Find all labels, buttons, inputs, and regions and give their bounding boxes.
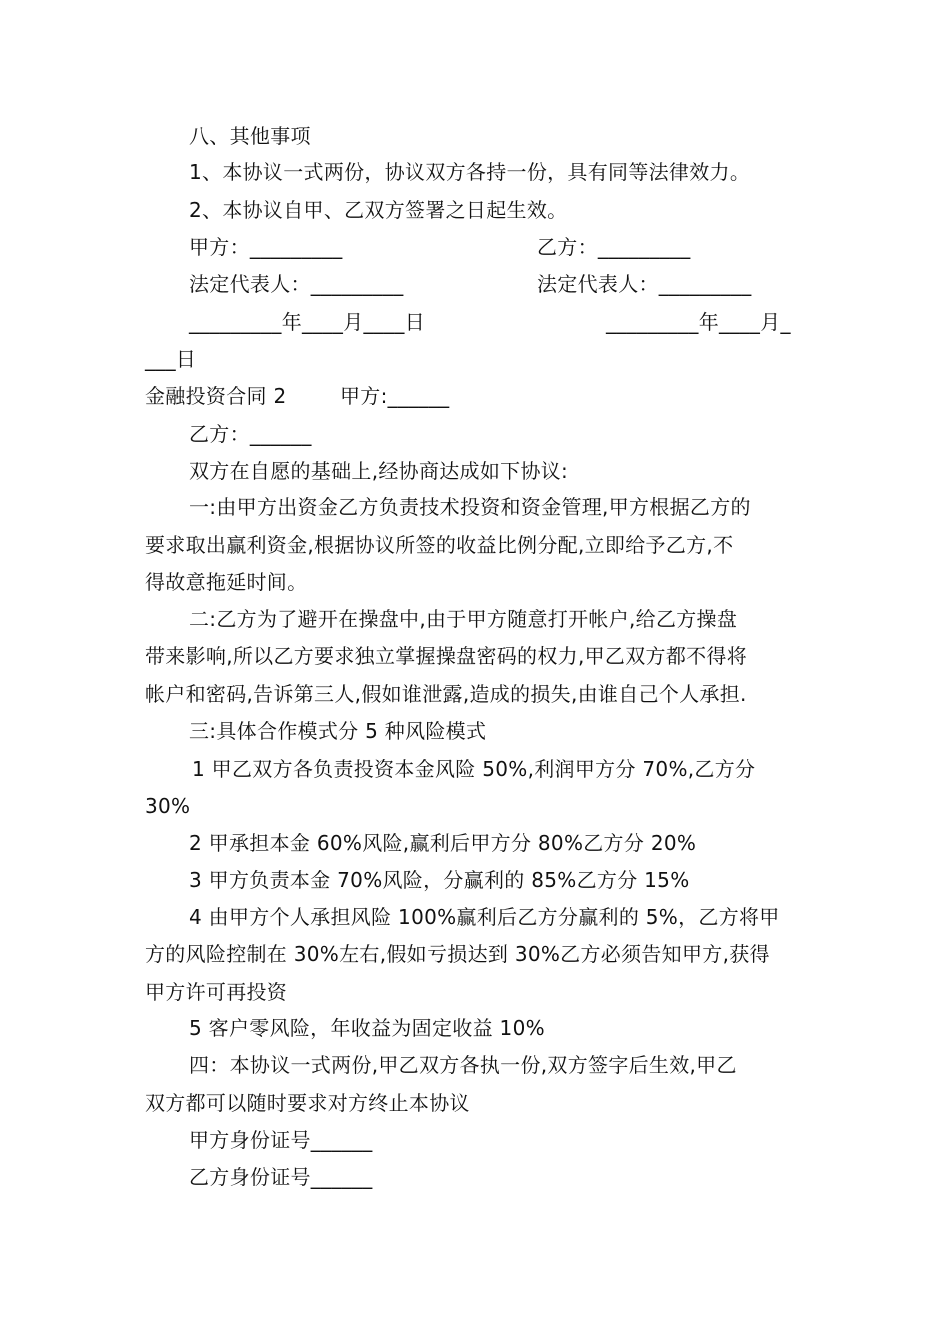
signature-date-b-continued: ___日 [145, 347, 197, 371]
clause-3-heading: 三:具体合作模式分 5 种风险模式 [189, 719, 487, 743]
clause-1-line-3: 得故意拖延时间。 [145, 570, 308, 594]
clause-4-line-1: 四：本协议一式两份,甲乙双方各执一份,双方签字后生效,甲乙 [189, 1053, 737, 1077]
id-number-party-b: 乙方身份证号______ [189, 1165, 373, 1189]
clause-1-line-2: 要求取出赢利资金,根据协议所签的收益比例分配,立即给予乙方,不 [145, 533, 734, 557]
id-number-party-a: 甲方身份证号______ [189, 1128, 373, 1152]
section-8-heading: 八、其他事项 [189, 124, 311, 148]
mode-1-line-2: 30% [145, 794, 191, 818]
mode-1-line-1: 1 甲乙双方各负责投资本金风险 50%,利润甲方分 70%,乙方分 [192, 757, 756, 781]
mode-4-line-3: 甲方许可再投资 [145, 980, 288, 1004]
mode-4-line-2: 方的风险控制在 30%左右,假如亏损达到 30%乙方必须告知甲方,获得 [145, 942, 770, 966]
signature-rep-a: 法定代表人：_________ [189, 272, 404, 296]
mode-4-line-1: 4 由甲方个人承担风险 100%赢利后乙方分赢利的 5%，乙方将甲 [189, 905, 780, 929]
clause-2-line-2: 带来影响,所以乙方要求独立掌握操盘密码的权力,甲乙双方都不得将 [145, 644, 748, 668]
contract-intro: 双方在自愿的基础上,经协商达成如下协议: [189, 459, 569, 483]
signature-party-b: 乙方：_________ [537, 235, 691, 259]
section-8-item-1: 1、本协议一式两份，协议双方各持一份，具有同等法律效力。 [189, 160, 751, 184]
clause-4-line-2: 双方都可以随时要求对方终止本协议 [145, 1091, 470, 1115]
mode-5: 5 客户零风险，年收益为固定收益 10% [189, 1016, 545, 1040]
contract-2-title: 金融投资合同 2 [145, 384, 287, 408]
section-8-item-2: 2、本协议自甲、乙双方签署之日起生效。 [189, 198, 568, 222]
clause-2-line-3: 帐户和密码,告诉第三人,假如谁泄露,造成的损失,由谁自己个人承担. [145, 682, 747, 706]
clause-1-line-1: 一:由甲方出资金乙方负责技术投资和资金管理,甲方根据乙方的 [189, 495, 751, 519]
clause-2-line-1: 二:乙方为了避开在操盘中,由于甲方随意打开帐户,给乙方操盘 [189, 607, 738, 631]
contract-2-party-a: 甲方:______ [340, 384, 450, 408]
contract-2-party-b: 乙方：______ [189, 422, 312, 446]
signature-date-a: _________年____月____日 [189, 310, 425, 334]
mode-2: 2 甲承担本金 60%风险,赢利后甲方分 80%乙方分 20% [189, 831, 697, 855]
signature-party-a: 甲方：_________ [189, 235, 343, 259]
mode-3: 3 甲方负责本金 70%风险，分赢利的 85%乙方分 15% [189, 868, 690, 892]
signature-rep-b: 法定代表人：_________ [537, 272, 752, 296]
signature-date-b: _________年____月_ [606, 310, 791, 334]
